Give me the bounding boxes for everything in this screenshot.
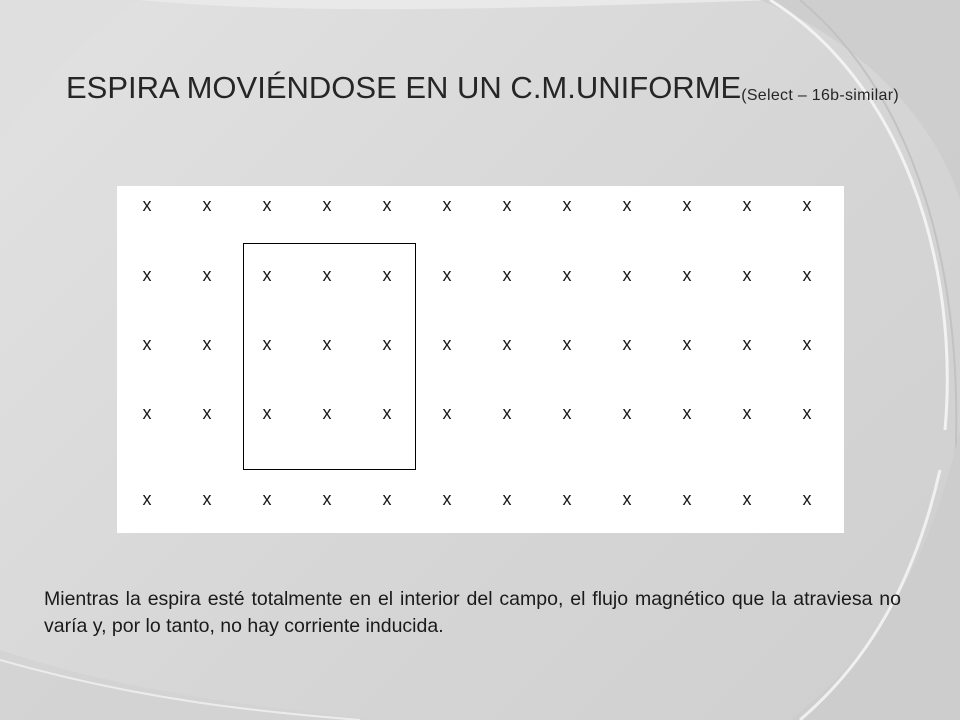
field-mark: x: [202, 265, 212, 285]
field-mark: x: [142, 265, 152, 285]
field-mark: x: [682, 489, 692, 509]
field-mark: x: [622, 334, 632, 354]
field-mark: x: [742, 195, 752, 215]
field-mark: x: [682, 334, 692, 354]
slide-title-subscript: (Select – 16b-similar): [741, 87, 899, 104]
field-mark: x: [322, 195, 332, 215]
field-mark: x: [442, 403, 452, 423]
field-mark: x: [142, 195, 152, 215]
field-mark: x: [682, 403, 692, 423]
field-mark: x: [202, 195, 212, 215]
field-mark: x: [562, 265, 572, 285]
field-mark: x: [622, 195, 632, 215]
field-mark: x: [562, 403, 572, 423]
field-mark: x: [802, 195, 812, 215]
field-mark: x: [742, 403, 752, 423]
field-mark: x: [802, 265, 812, 285]
field-mark: x: [742, 489, 752, 509]
field-mark: x: [202, 489, 212, 509]
magnetic-field-grid: [117, 186, 844, 533]
field-mark: x: [502, 265, 512, 285]
field-mark: x: [142, 489, 152, 509]
field-mark: x: [622, 489, 632, 509]
field-mark: x: [502, 195, 512, 215]
conducting-loop: [243, 243, 416, 470]
field-mark: x: [322, 265, 332, 285]
field-mark: x: [142, 403, 152, 423]
field-mark: x: [802, 403, 812, 423]
field-mark: x: [562, 489, 572, 509]
field-mark: x: [622, 403, 632, 423]
slide-title-main: ESPIRA MOVIÉNDOSE EN UN C.M.UNIFORME: [66, 70, 742, 105]
field-mark: x: [382, 489, 392, 509]
field-mark: x: [202, 403, 212, 423]
field-mark: x: [142, 334, 152, 354]
field-mark: x: [622, 265, 632, 285]
field-mark: x: [382, 334, 392, 354]
field-mark: x: [202, 334, 212, 354]
field-mark: x: [502, 489, 512, 509]
field-mark: x: [442, 195, 452, 215]
field-mark: x: [502, 403, 512, 423]
field-mark: x: [262, 195, 272, 215]
field-mark: x: [262, 403, 272, 423]
field-mark: x: [322, 334, 332, 354]
field-mark: x: [262, 265, 272, 285]
field-mark: x: [382, 195, 392, 215]
field-mark: x: [262, 334, 272, 354]
field-mark: x: [322, 403, 332, 423]
field-mark: x: [442, 265, 452, 285]
field-mark: x: [502, 334, 512, 354]
field-mark: x: [442, 334, 452, 354]
field-mark: x: [322, 489, 332, 509]
field-mark: x: [802, 334, 812, 354]
magnetic-field-panel: [117, 186, 844, 533]
field-mark: x: [802, 489, 812, 509]
field-mark: x: [682, 195, 692, 215]
field-mark: x: [262, 489, 272, 509]
field-mark: x: [742, 334, 752, 354]
field-mark: x: [562, 334, 572, 354]
field-mark: x: [442, 489, 452, 509]
field-mark: x: [742, 265, 752, 285]
field-mark: x: [382, 265, 392, 285]
field-mark: x: [562, 195, 572, 215]
slide-title: [66, 72, 926, 104]
field-mark: x: [682, 265, 692, 285]
field-mark: x: [382, 403, 392, 423]
explanation-caption: Mientras la espira esté totalmente en el interior del campo, el flujo magnético que la atraviesa no varía y, por lo tanto, no hay corriente inducida.: [44, 588, 901, 637]
